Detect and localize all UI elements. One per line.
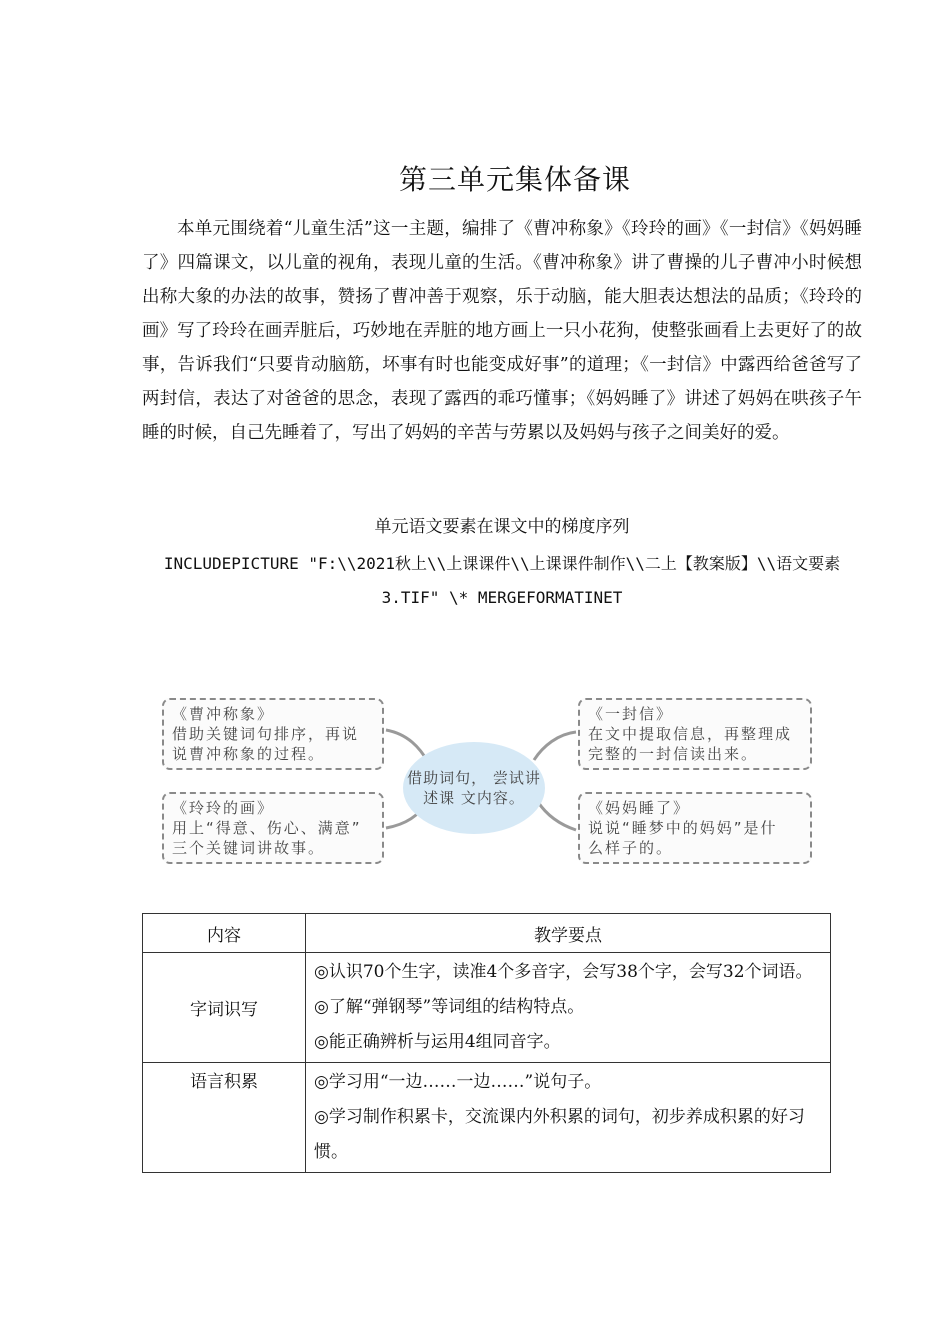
box-line: 说说“睡梦中的妈妈”是什	[588, 819, 778, 837]
box-line: 三个关键词讲故事。	[172, 839, 326, 857]
box-cao-chong	[162, 698, 384, 770]
center-line: 尝试讲述课	[423, 769, 541, 807]
point-item: ◎学习用“一边……一边……”说句子。	[314, 1072, 602, 1092]
box-line: 用上“得意、伤心、满意”	[172, 819, 362, 837]
point-item: ◎能正确辨析与运用4组同音字。	[314, 1032, 561, 1052]
center-line: 文内容。	[460, 789, 525, 807]
connector-top-right	[534, 732, 576, 760]
include-picture-field: INCLUDEPICTURE "F:\\2021秋上\\上课课件\\上课课件制作\\二上【教案版】\\语文要素3.TIF" \* MERGEFORMATINET	[163, 554, 841, 607]
box-title: 《曹冲称象》	[172, 705, 275, 723]
row-category: 字词识写	[143, 953, 306, 1063]
box-line: 说曹冲称象的过程。	[172, 745, 326, 763]
box-line: 完整的一封信读出来。	[588, 745, 759, 763]
box-line: 在文中提取信息，再整理成	[588, 725, 793, 743]
section-subtitle: 单元语文要素在课文中的梯度序列	[374, 517, 630, 537]
mind-map-diagram	[158, 690, 812, 862]
box-ling-ling	[162, 792, 384, 864]
point-item: ◎了解“弹钢琴”等词组的结构特点。	[314, 997, 585, 1017]
table-row	[143, 1063, 831, 1173]
point-item: ◎学习制作积累卡，交流课内外积累的词句，初步养成积累的好习惯。	[314, 1107, 805, 1162]
center-topic	[403, 742, 545, 834]
box-title: 《妈妈睡了》	[588, 799, 691, 817]
box-title: 《一封信》	[588, 705, 674, 723]
header-content: 内容	[143, 914, 306, 953]
box-title: 《玲玲的画》	[172, 799, 275, 817]
table-row	[143, 953, 831, 1063]
header-points: 教学要点	[306, 914, 831, 953]
box-line: 借助关键词句排序，再说	[172, 725, 360, 743]
row-points	[306, 953, 831, 1063]
point-item: ◎认识70个生字，读准4个多音字，会写38个字，会写32个词语。	[314, 962, 813, 982]
row-points	[306, 1063, 831, 1173]
intro-paragraph: 本单元围绕着“儿童生活”这一主题，编排了《曹冲称象》《玲玲的画》《一封信》《妈妈睡了》四篇课文，以儿童的视角，表现儿童的生活。《曹冲称象》讲了曹操的儿子曹冲小时候想出称大象的办法的故事，赞扬了曹冲善于观察，乐于动脑，能大胆表达想法的品质；《玲玲的画》写了玲玲在画弄脏后，巧妙地在弄脏的地方画上一只小花狗，使整张画看上去更好了的故事，告诉我们“只要肯动脑筋，坏事有时也能变成好事”的道理；《一封信》中露西给爸爸写了两封信，表达了对爸爸的思念，表现了露西的乖巧懂事；《妈妈睡了》讲述了妈妈在哄孩子午睡的时候，自己先睡着了，写出了妈妈的辛苦与劳累以及妈妈与孩子之间美好的爱。	[142, 219, 862, 443]
teaching-points-table	[142, 913, 831, 1173]
page-title: 第三单元集体备课	[398, 163, 631, 196]
center-line: 借助词句，	[407, 769, 488, 787]
box-ma-ma-shui-le	[578, 792, 812, 864]
box-yi-feng-xin	[578, 698, 812, 770]
box-line: 么样子的。	[588, 839, 674, 857]
row-category: 语言积累	[143, 1063, 306, 1173]
table-header-row	[143, 914, 831, 953]
